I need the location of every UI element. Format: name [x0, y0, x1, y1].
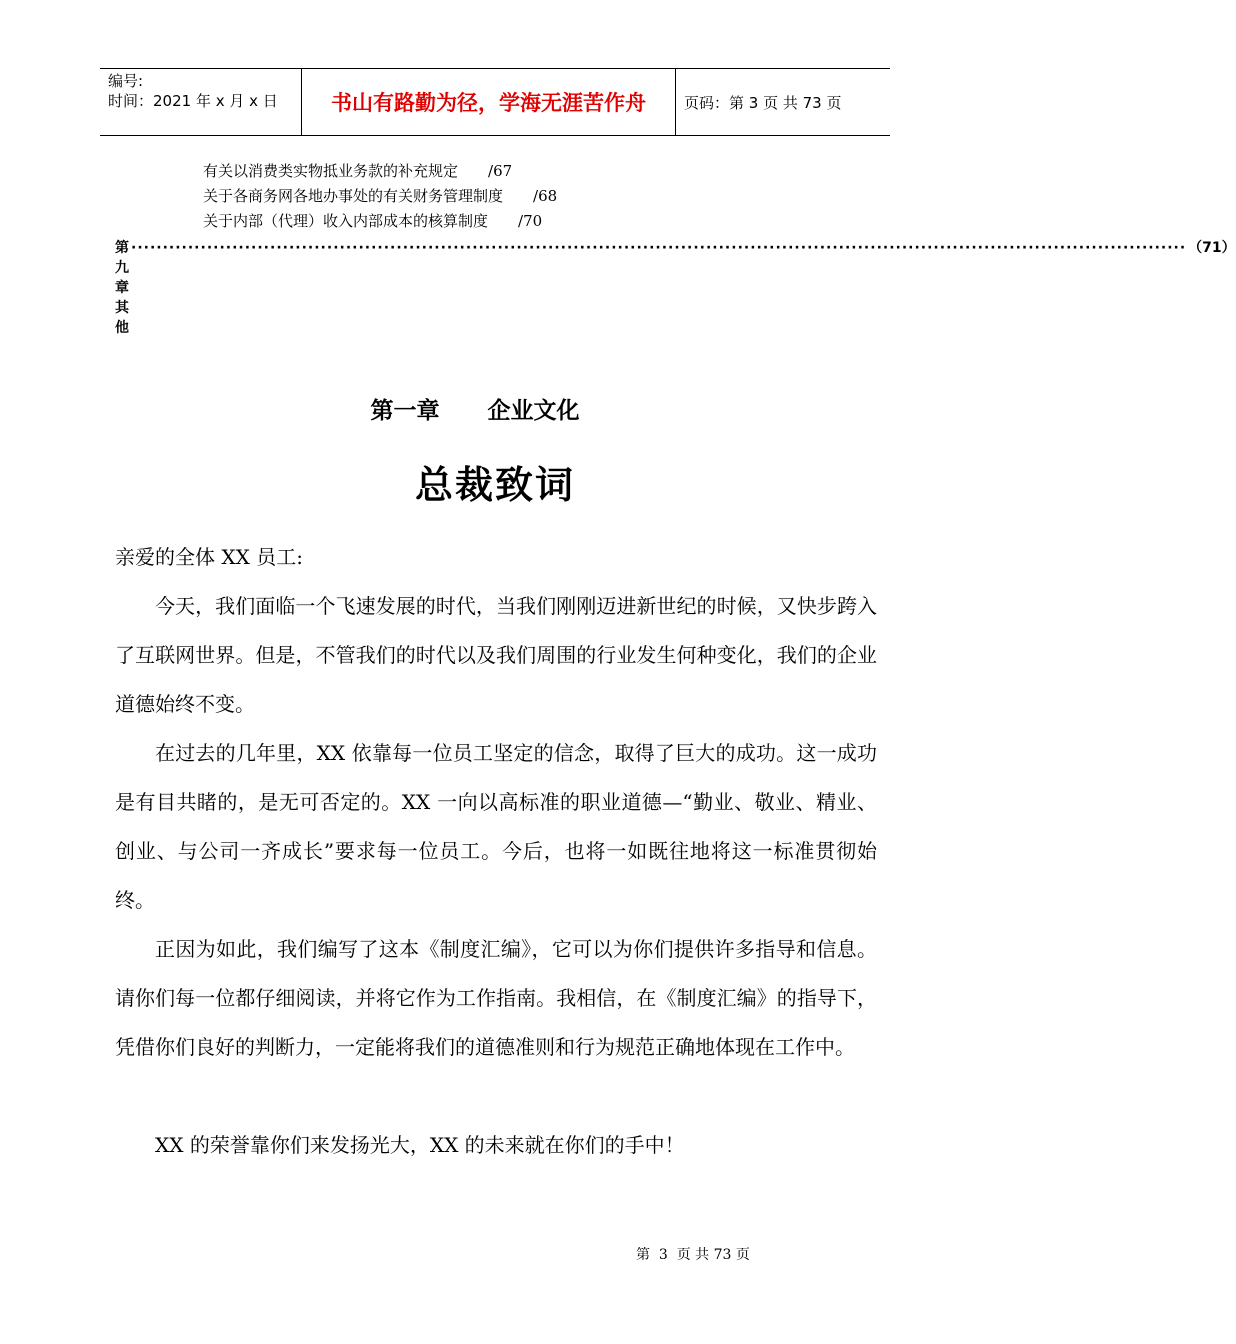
toc-item-page: /67: [488, 162, 513, 180]
toc-item-page: /70: [518, 212, 543, 230]
paragraph: 在过去的几年里，XX 依靠每一位员工坚定的信念，取得了巨大的成功。这一成功是有目共睹的，是无可否定的。XX 一向以高标准的职业道德—“勤业、敬业、精业、创业、与公司一齐成长”要求每一位员工。今后，也将一如既往地将这一标准贯彻始终。: [115, 741, 877, 912]
page-header: [100, 68, 890, 136]
toc-item-text: 关于各商务网各地办事处的有关财务管理制度: [203, 187, 504, 205]
time-label: 时间：2021 年 x 月 x 日: [108, 92, 278, 110]
paragraph: XX 的荣誉靠你们来发扬光大，XX 的未来就在你们的手中！: [155, 1133, 685, 1157]
header-page-info: 页码：第 3 页 共 73 页: [684, 93, 842, 112]
paragraph: 正因为如此，我们编写了这本《制度汇编》，它可以为你们提供许多指导和信息。请你们每一位都仔细阅读，并将它作为工作指南。我相信，在《制度汇编》的指导下，凭借你们良好的判断力，一定能将我们的道德准则和行为规范正确地体现在工作中。: [115, 937, 877, 1059]
salutation: 亲爱的全体 XX 员工:: [115, 545, 303, 569]
page-footer: 第 3 页 共 73 页: [636, 1247, 750, 1263]
toc-item-page: /68: [533, 187, 558, 205]
toc-item-text: 有关以消费类实物抵业务款的补充规定: [203, 162, 459, 180]
toc-item-text: 关于内部（代理）收入内部成本的核算制度: [203, 212, 489, 230]
toc-item[interactable]: [203, 161, 512, 181]
toc-chapter-page: （71）: [1188, 240, 1236, 256]
toc-item[interactable]: [203, 186, 557, 206]
toc-dot-leader: ·······································································································································································: [131, 240, 1187, 256]
number-label: 编号:: [108, 72, 144, 90]
toc-item[interactable]: [203, 211, 542, 231]
toc-chapter-title: 第九章 其他: [115, 240, 129, 336]
paragraph: 今天，我们面临一个飞速发展的时代，当我们刚刚迈进新世纪的时候，又快步跨入了互联网世界。但是，不管我们的时代以及我们周围的行业发生何种变化，我们的企业道德始终不变。: [115, 594, 877, 716]
toc-chapter-entry[interactable]: [115, 237, 1236, 337]
main-title: 总裁致词: [414, 462, 575, 507]
header-meta: [100, 69, 302, 135]
chapter-title: 第一章 企业文化: [370, 398, 580, 424]
header-motto: 书山有路勤为径，学海无涯苦作舟: [302, 69, 676, 135]
